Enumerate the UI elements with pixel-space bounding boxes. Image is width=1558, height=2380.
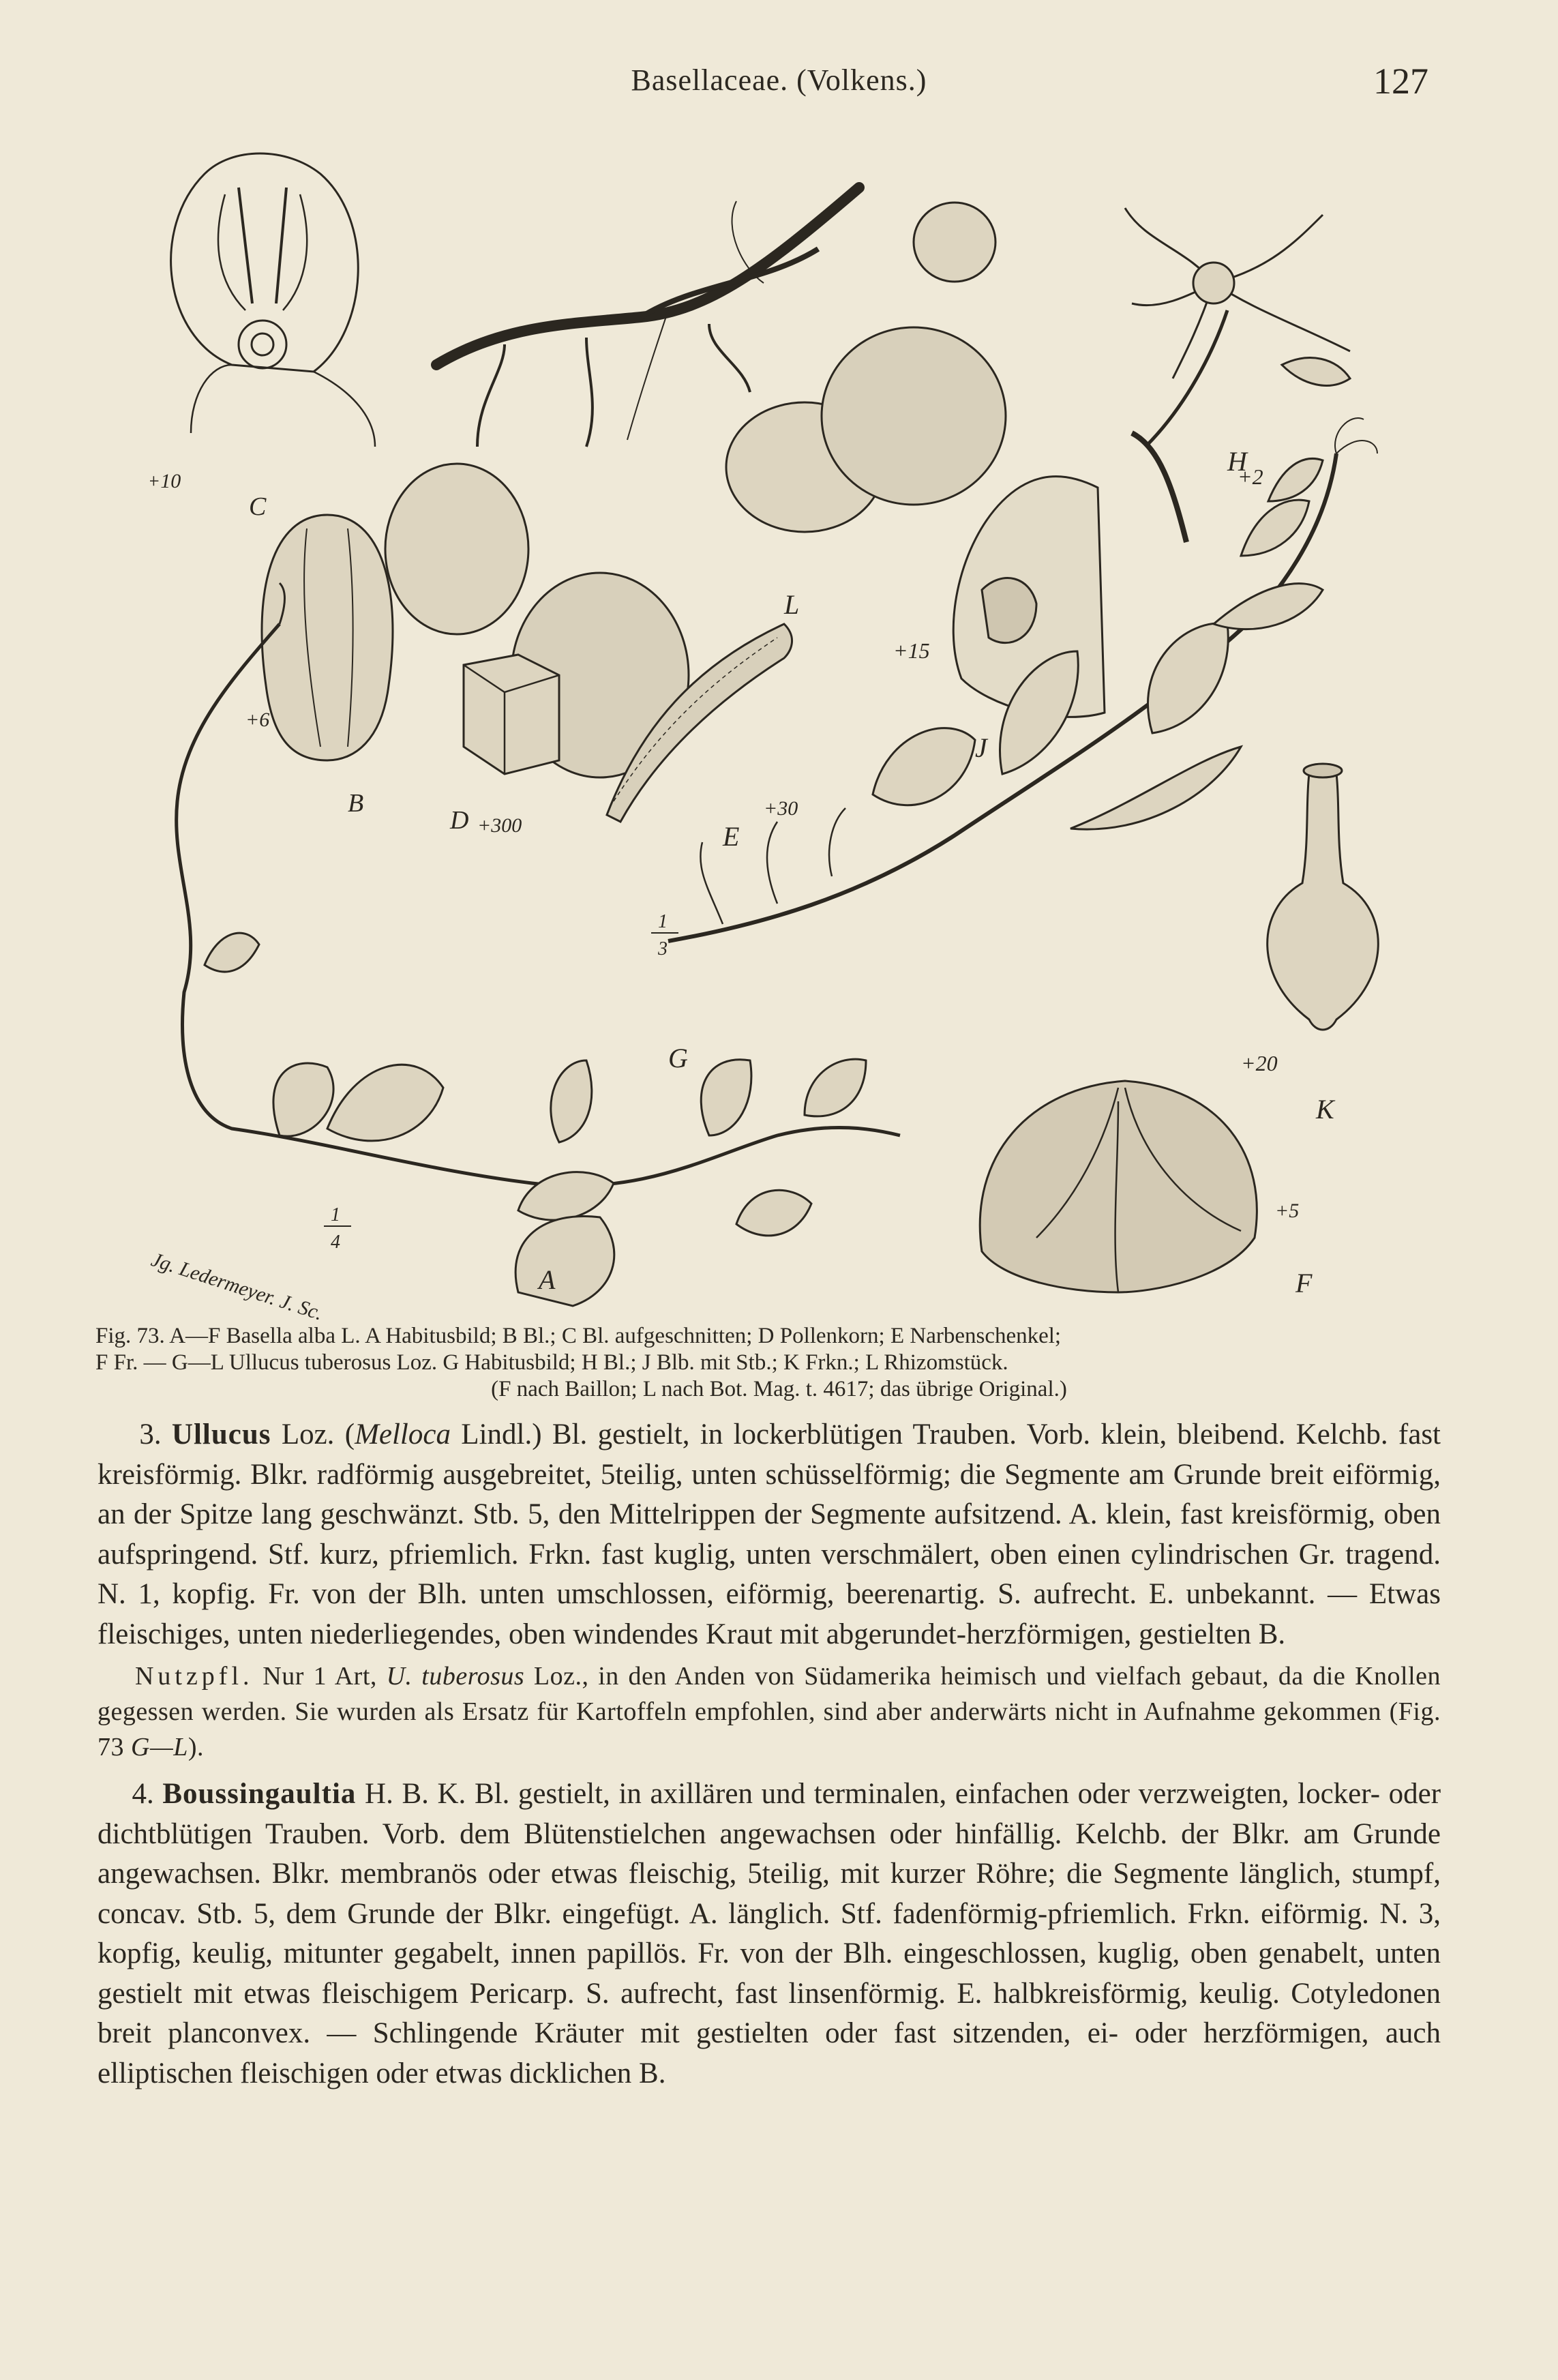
section-4-genus: Boussingaultia <box>162 1778 357 1810</box>
nutzpfl-end: ). <box>188 1733 205 1761</box>
illustration-d-pollen <box>464 655 559 774</box>
panel-label-g: G <box>668 1043 688 1073</box>
section-3-author: Loz. ( <box>281 1418 355 1451</box>
scale-label-c: +10 <box>150 470 181 492</box>
illustration-b-flower <box>262 515 393 760</box>
section-3-ullucus <box>98 1415 1441 1654</box>
panel-label-e: E <box>723 821 740 852</box>
panel-label-b: B <box>348 789 364 818</box>
section-4-number: 4. <box>132 1778 154 1810</box>
illustration-h-flower <box>1125 208 1350 542</box>
caption-line-3: (F nach Baillon; L nach Bot. Mag. t. 4617; das übrige Original.) <box>491 1377 1067 1401</box>
running-title: Basellaceae. (Volkens.) <box>631 63 927 97</box>
section-3-nutzpflanze <box>98 1658 1441 1765</box>
fraction-g-denominator: 3 <box>658 938 668 960</box>
nutzpfl-ref: G—L <box>131 1733 188 1761</box>
scale-label-k: +20 <box>1241 1051 1278 1075</box>
nutzpfl-text-2: Loz., in den Anden von Südamerika heimisch und vielfach gebaut, da die Knollen gegessen werden. Sie wurden als Ersatz für Kartoffeln empfohlen, sind aber anderwärts nicht in Aufnahme gekommen (Fig. 73 <box>98 1662 1441 1761</box>
section-4-boussingaultia <box>98 1774 1441 2094</box>
panel-label-c: C <box>249 492 267 521</box>
section-3-synonym-author: Lindl.) <box>461 1418 542 1451</box>
panel-label-d: D <box>450 806 469 835</box>
scale-label-j: +15 <box>893 638 930 663</box>
scale-label-b: +6 <box>245 709 270 731</box>
fraction-g-numerator: 1 <box>658 911 668 932</box>
fraction-a-denominator: 4 <box>331 1232 340 1253</box>
illustration-f-fruit <box>980 1081 1257 1292</box>
panel-label-k: K <box>1316 1094 1334 1125</box>
engraver-signature: Jg. Ledermeyer. J. Sc. <box>150 1248 326 1320</box>
panel-label-h: H <box>1227 446 1247 477</box>
panel-label-a: A <box>539 1264 556 1295</box>
illustration-k-ovary <box>1268 764 1379 1030</box>
body-text <box>98 1415 1441 2094</box>
panel-label-f: F <box>1295 1268 1313 1298</box>
section-4-author: H. B. K. <box>365 1778 466 1810</box>
caption-line-2: F Fr. — G—L Ullucus tuberosus Loz. G Habitusbild; H Bl.; J Blb. mit Stb.; K Frkn.; L Rhizomstück. <box>95 1350 1008 1375</box>
nutzpfl-label: Nutzpfl. <box>134 1662 254 1691</box>
section-3-synonym: Melloca <box>355 1418 451 1451</box>
caption-line-1: Fig. 73. A—F Basella alba L. A Habitusbild; B Bl.; C Bl. aufgeschnitten; D Pollenkorn; E Narbenschenkel; <box>95 1324 1062 1348</box>
botanical-plate-fig-73 <box>150 147 1432 1320</box>
page-number: 127 <box>1373 61 1428 102</box>
scale-label-h: +2 <box>1238 464 1263 489</box>
panel-label-l: L <box>784 589 800 620</box>
section-4-description: Bl. gestielt, in axillären und terminalen, einfachen oder verzweigten, locker- oder dichtblütigen Trauben. Vorb. dem Blütenstielchen angewachsen oder hinfällig. Kelchb. der Blkr. am Grunde angewachsen. Blkr. membranös oder etwas fleischig, 5teilig, mit kurzer Röhre; die Segmente länglich, stumpf, concav. Stb. 5, dem Grunde der Blkr. eingefügt. A. länglich. Stf. fadenförmig-pfriemlich. Frkn. eiförmig. N. 3, kopfig, keulig, mitunter gegabelt, innen papillös. Fr. von der Blh. eingeschlossen, kuglig, oben genabelt, unten gestielt mit etwas fleischigem Pericarp. S. aufrecht, fast linsenförmig. E. halbkreisförmig, keulig. Cotyledonen breit planconvex. — Schlingende Kräuter mit gestielten oder fast sitzenden, ei- oder herzförmigen, auch elliptischen fleischigen oder etwas dicklichen B. <box>98 1778 1441 2089</box>
section-3-genus: Ullucus <box>171 1418 271 1451</box>
scale-label-f: +5 <box>1275 1200 1300 1222</box>
nutzpfl-text-1: Nur 1 Art, <box>263 1662 377 1691</box>
illustration-c-flower-section <box>171 153 375 447</box>
section-3-number: 3. <box>139 1418 162 1451</box>
nutzpfl-species: U. tuberosus <box>386 1662 525 1691</box>
scale-label-d: +300 <box>477 814 522 837</box>
section-3-description: Bl. gestielt, in lockerblütigen Trauben. Vorb. klein, bleibend. Kelchb. fast kreisförmig. Blkr. radförmig ausgebreitet, 5teilig, unten schüsselförmig; die Segmente am Grunde breit eiförmig, an der Spitze lang geschwänzt. Stb. 5, den Mittelrippen der Segmente aufsitzend. A. klein, fast kreisförmig, oben aufspringend. Stf. kurz, pfriemlich. Frkn. fast kuglig, unten verschmälert, oben einen cylindrischen Gr. tragend. N. 1, kopfig. Fr. von der Blh. unten umschlossen, eiförmig, beerenartig. S. aufrecht. E. unbekannt. — Etwas fleischiges, unten niederliegendes, oben windendes Kraut mit abgerundet-herzförmigen, gestielten B. <box>98 1418 1441 1650</box>
running-head <box>0 63 1558 110</box>
scale-label-e: +30 <box>764 797 798 820</box>
panel-label-j: J <box>975 732 987 763</box>
fraction-a-numerator: 1 <box>331 1204 340 1225</box>
figure-caption <box>95 1323 1463 1403</box>
